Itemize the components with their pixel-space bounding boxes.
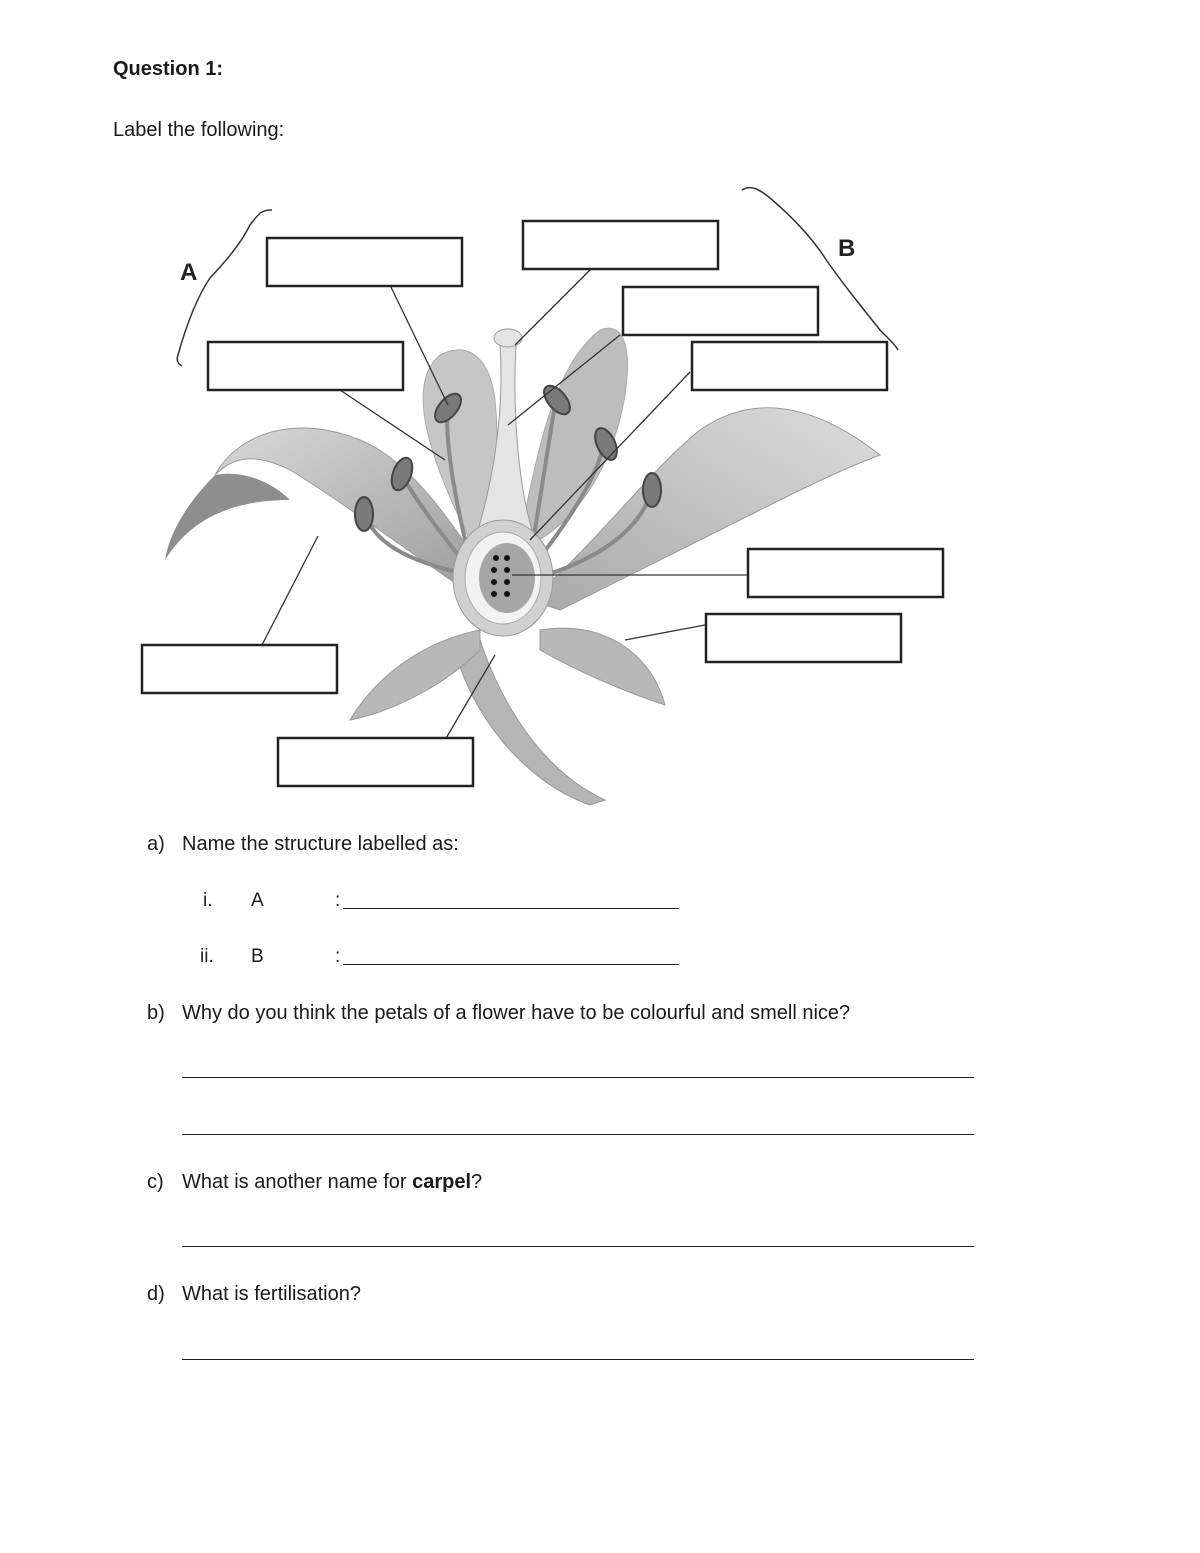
label-box-2 [523, 221, 718, 269]
part-a-item-i-numeral: i. [203, 890, 213, 911]
label-box-5 [692, 342, 887, 390]
instruction-text: Label the following: [113, 119, 285, 141]
part-d-letter: d) [147, 1283, 165, 1305]
label-box-3 [623, 287, 818, 335]
lower-petal-right [540, 628, 665, 705]
part-a-letter: a) [147, 833, 165, 855]
answer-line-b-1[interactable] [182, 1077, 974, 1078]
part-b-question: Why do you think the petals of a flower have to be colourful and smell nice? [182, 1002, 851, 1024]
label-box-6 [748, 549, 943, 597]
part-d [147, 1283, 1047, 1309]
bracket-a-label: A [180, 259, 198, 286]
part-d-question: What is fertilisation? [182, 1283, 361, 1305]
label-box-7 [706, 614, 901, 662]
part-a-item-i-label: A [251, 890, 264, 911]
part-b [147, 1002, 1047, 1028]
part-c [147, 1171, 1047, 1197]
part-a-item-ii-label: B [251, 946, 264, 967]
bracket-b-label: B [838, 235, 856, 262]
stigma [494, 329, 522, 347]
answer-line-b-2[interactable] [182, 1134, 974, 1135]
part-c-letter: c) [147, 1171, 164, 1193]
answer-line-d[interactable] [182, 1359, 974, 1360]
ovary-chamber [479, 543, 535, 613]
label-box-1 [267, 238, 462, 286]
answer-line-a-ii[interactable] [343, 964, 679, 965]
part-a-item-ii-colon: : [335, 946, 341, 967]
flower-diagram [0, 170, 1200, 810]
label-box-8 [142, 645, 337, 693]
answer-line-a-i[interactable] [343, 908, 679, 909]
part-a-question: Name the structure labelled as: [182, 833, 459, 855]
label-box-4 [208, 342, 403, 390]
label-box-9 [278, 738, 473, 786]
part-a-item-ii-numeral: ii. [200, 946, 214, 967]
part-c-text-before: What is another name for [182, 1171, 413, 1193]
answer-line-c[interactable] [182, 1246, 974, 1247]
part-a-item-i-colon: : [335, 890, 341, 911]
part-a [147, 833, 1047, 859]
part-b-letter: b) [147, 1002, 165, 1024]
part-c-text-after: ? [471, 1171, 483, 1193]
question-title: Question 1: [113, 58, 224, 80]
part-c-keyword: carpel [412, 1171, 472, 1193]
lower-petal-left [350, 630, 480, 720]
part-c-question [182, 1171, 482, 1194]
left-petal-tip [165, 474, 290, 560]
